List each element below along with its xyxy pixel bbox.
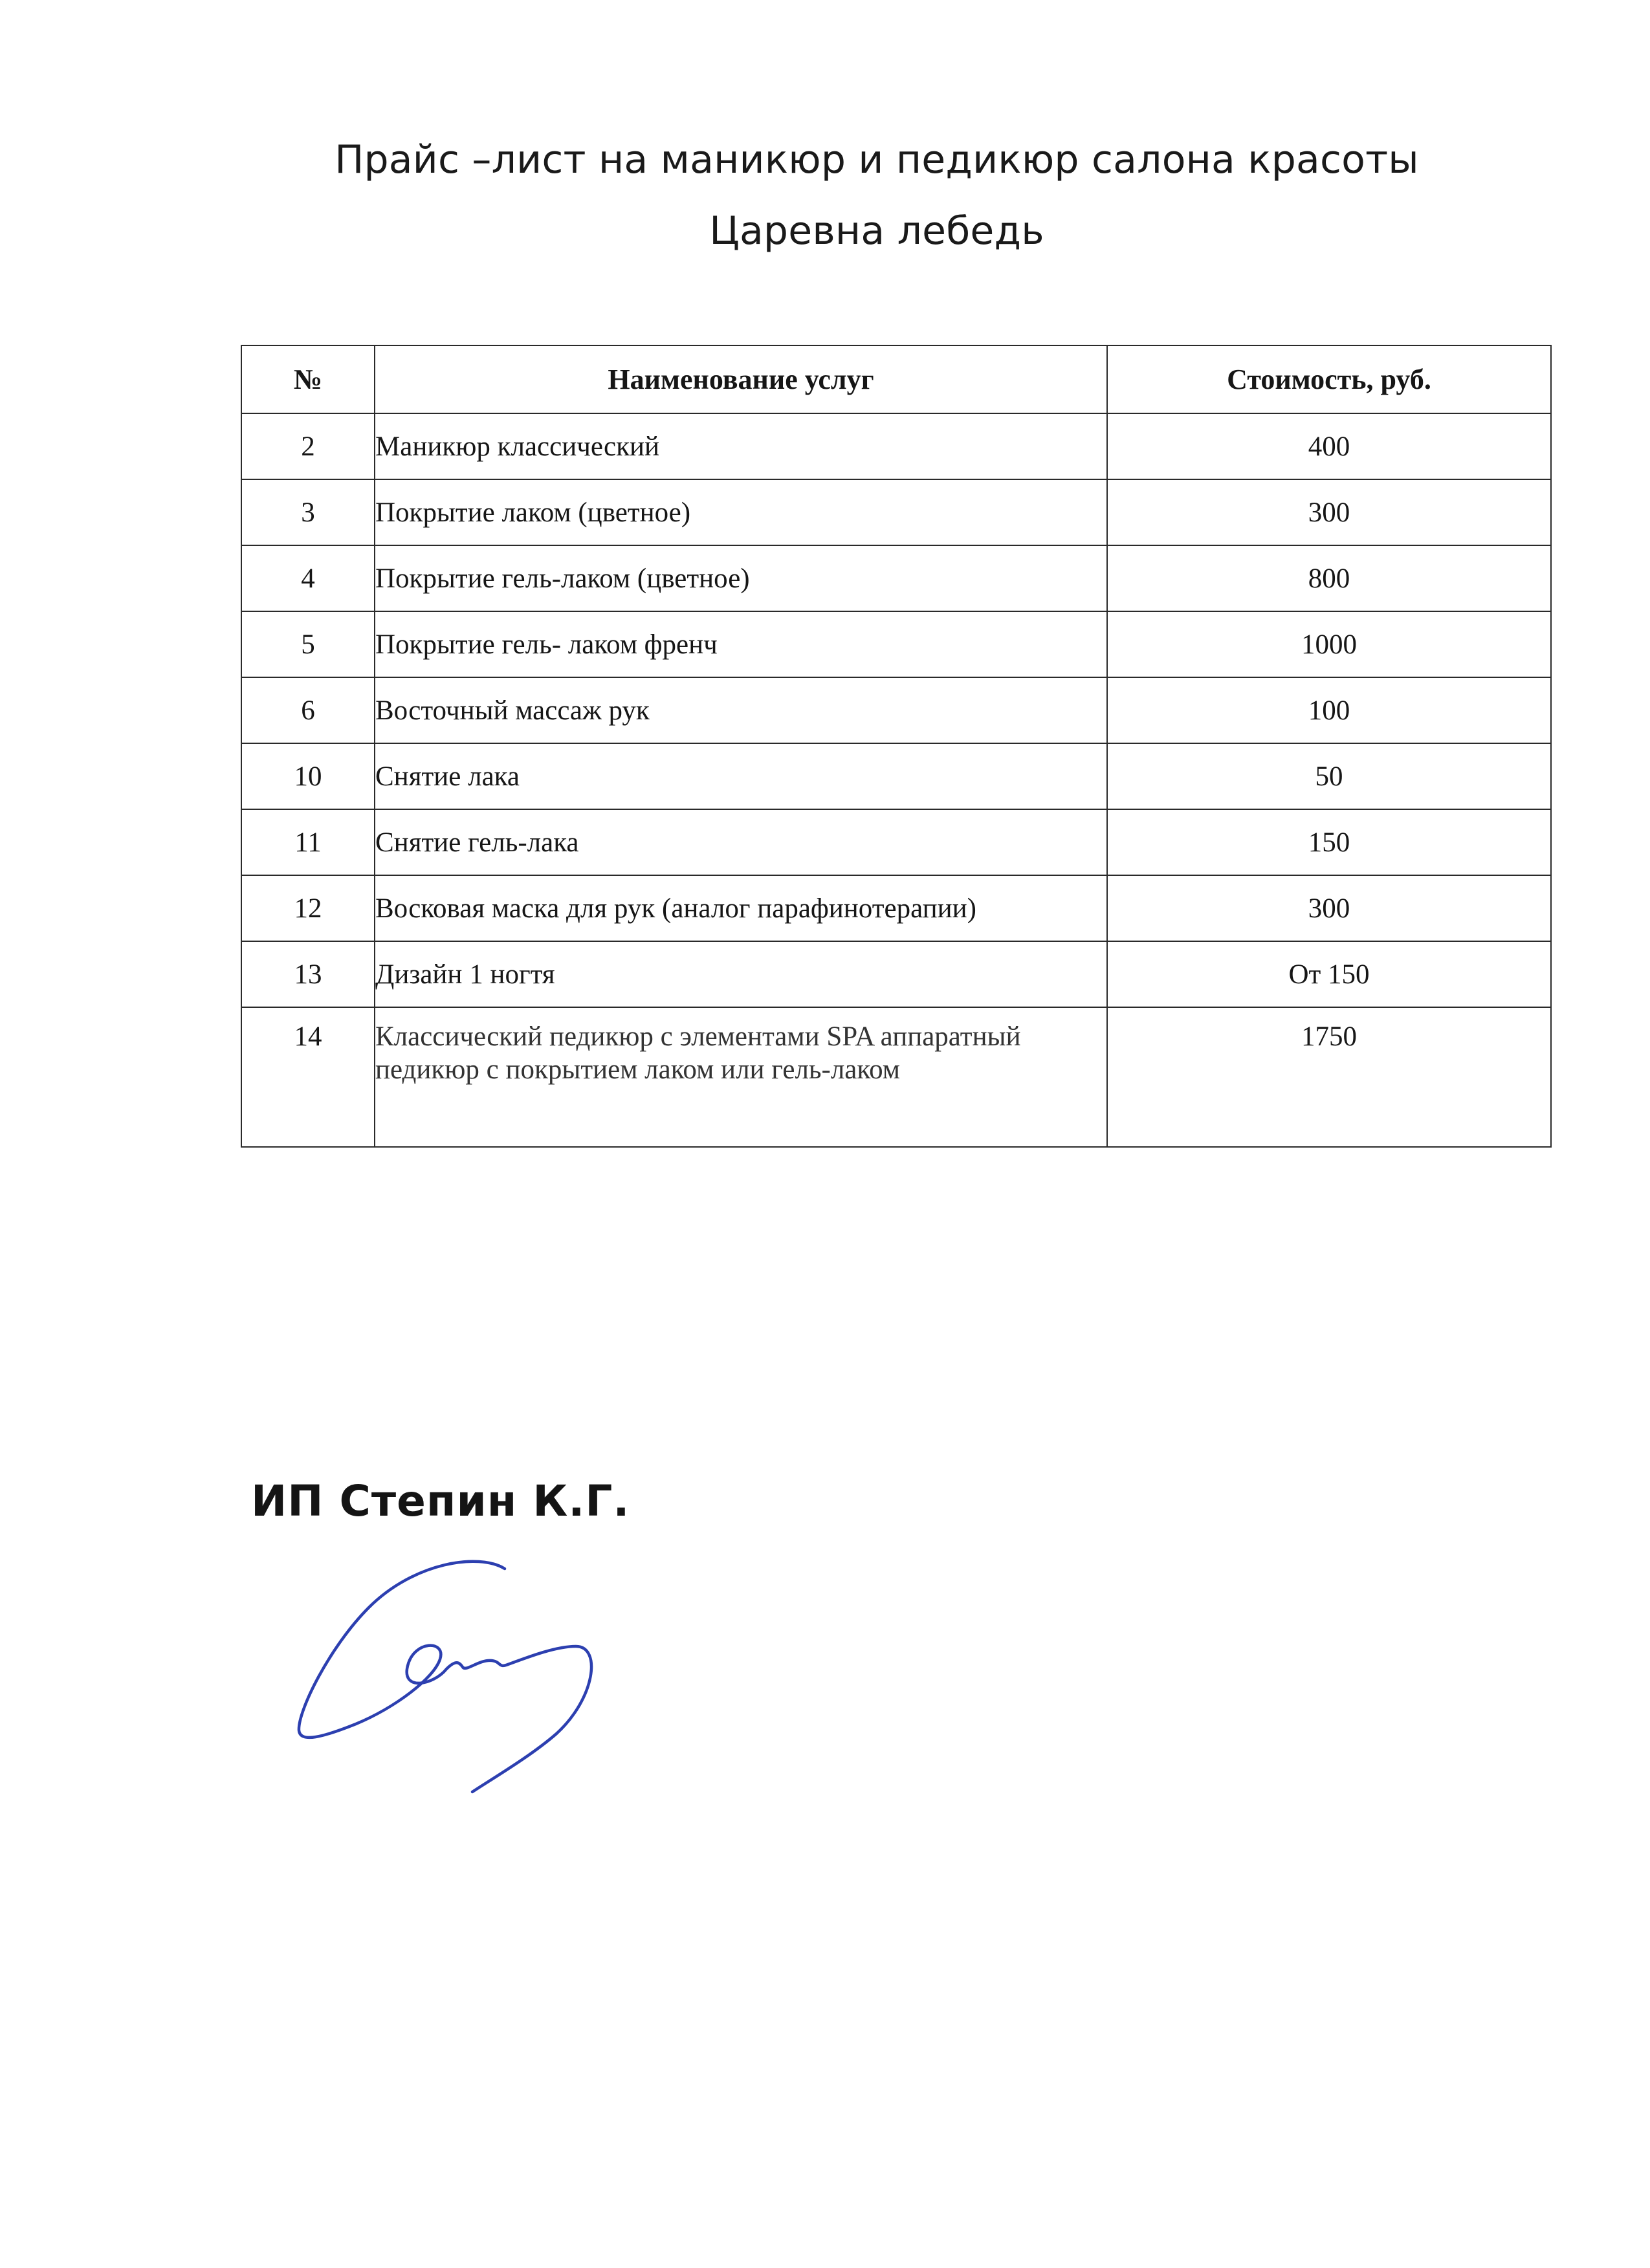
service-name: Покрытие лаком (цветное) [375, 479, 1107, 545]
service-name: Восточный массаж рук [375, 677, 1107, 743]
service-price: 800 [1107, 545, 1551, 611]
salon-name: Царевна лебедь [709, 208, 1044, 254]
service-name: Покрытие гель- лаком френч [375, 611, 1107, 677]
service-name: Дизайн 1 ногтя [375, 941, 1107, 1007]
header-service-name: Наименование услуг [375, 345, 1107, 413]
owner-name: ИП Степин К.Г. [251, 1476, 630, 1526]
service-price: 1000 [1107, 611, 1551, 677]
table-row [241, 809, 1551, 875]
service-price: 150 [1107, 809, 1551, 875]
row-number: 13 [241, 941, 375, 1007]
row-number: 10 [241, 743, 375, 809]
row-number: 6 [241, 677, 375, 743]
table-row [241, 611, 1551, 677]
row-number: 12 [241, 875, 375, 941]
service-name: Покрытие гель-лаком (цветное) [375, 545, 1107, 611]
row-number: 14 [241, 1007, 375, 1147]
service-price: 400 [1107, 413, 1551, 479]
signature-image [285, 1549, 621, 1808]
row-number: 11 [241, 809, 375, 875]
price-table [241, 345, 1552, 1148]
row-number: 2 [241, 413, 375, 479]
header-price: Стоимость, руб. [1107, 345, 1551, 413]
table-row [241, 479, 1551, 545]
service-price: От 150 [1107, 941, 1551, 1007]
service-price: 100 [1107, 677, 1551, 743]
table-row [241, 875, 1551, 941]
table-row [241, 743, 1551, 809]
service-price: 1750 [1107, 1007, 1551, 1147]
service-name: Снятие лака [375, 743, 1107, 809]
table-row [241, 677, 1551, 743]
service-price: 300 [1107, 875, 1551, 941]
table-row [241, 413, 1551, 479]
document-title: Прайс –лист на маникюр и педикюр салона красоты [335, 137, 1419, 182]
service-name: Классический педикюр с элементами SPA аппаратный педикюр с покрытием лаком или гель-лаком [375, 1007, 1107, 1147]
service-name: Маникюр классический [375, 413, 1107, 479]
table-row [241, 1007, 1551, 1147]
row-number: 5 [241, 611, 375, 677]
table-header-row [241, 345, 1551, 413]
table-row [241, 941, 1551, 1007]
service-price: 300 [1107, 479, 1551, 545]
header-number: № [241, 345, 375, 413]
row-number: 3 [241, 479, 375, 545]
service-name: Снятие гель-лака [375, 809, 1107, 875]
signature-stroke [299, 1562, 591, 1792]
service-price: 50 [1107, 743, 1551, 809]
row-number: 4 [241, 545, 375, 611]
table-row [241, 545, 1551, 611]
service-name: Восковая маска для рук (аналог парафинотерапии) [375, 875, 1107, 941]
